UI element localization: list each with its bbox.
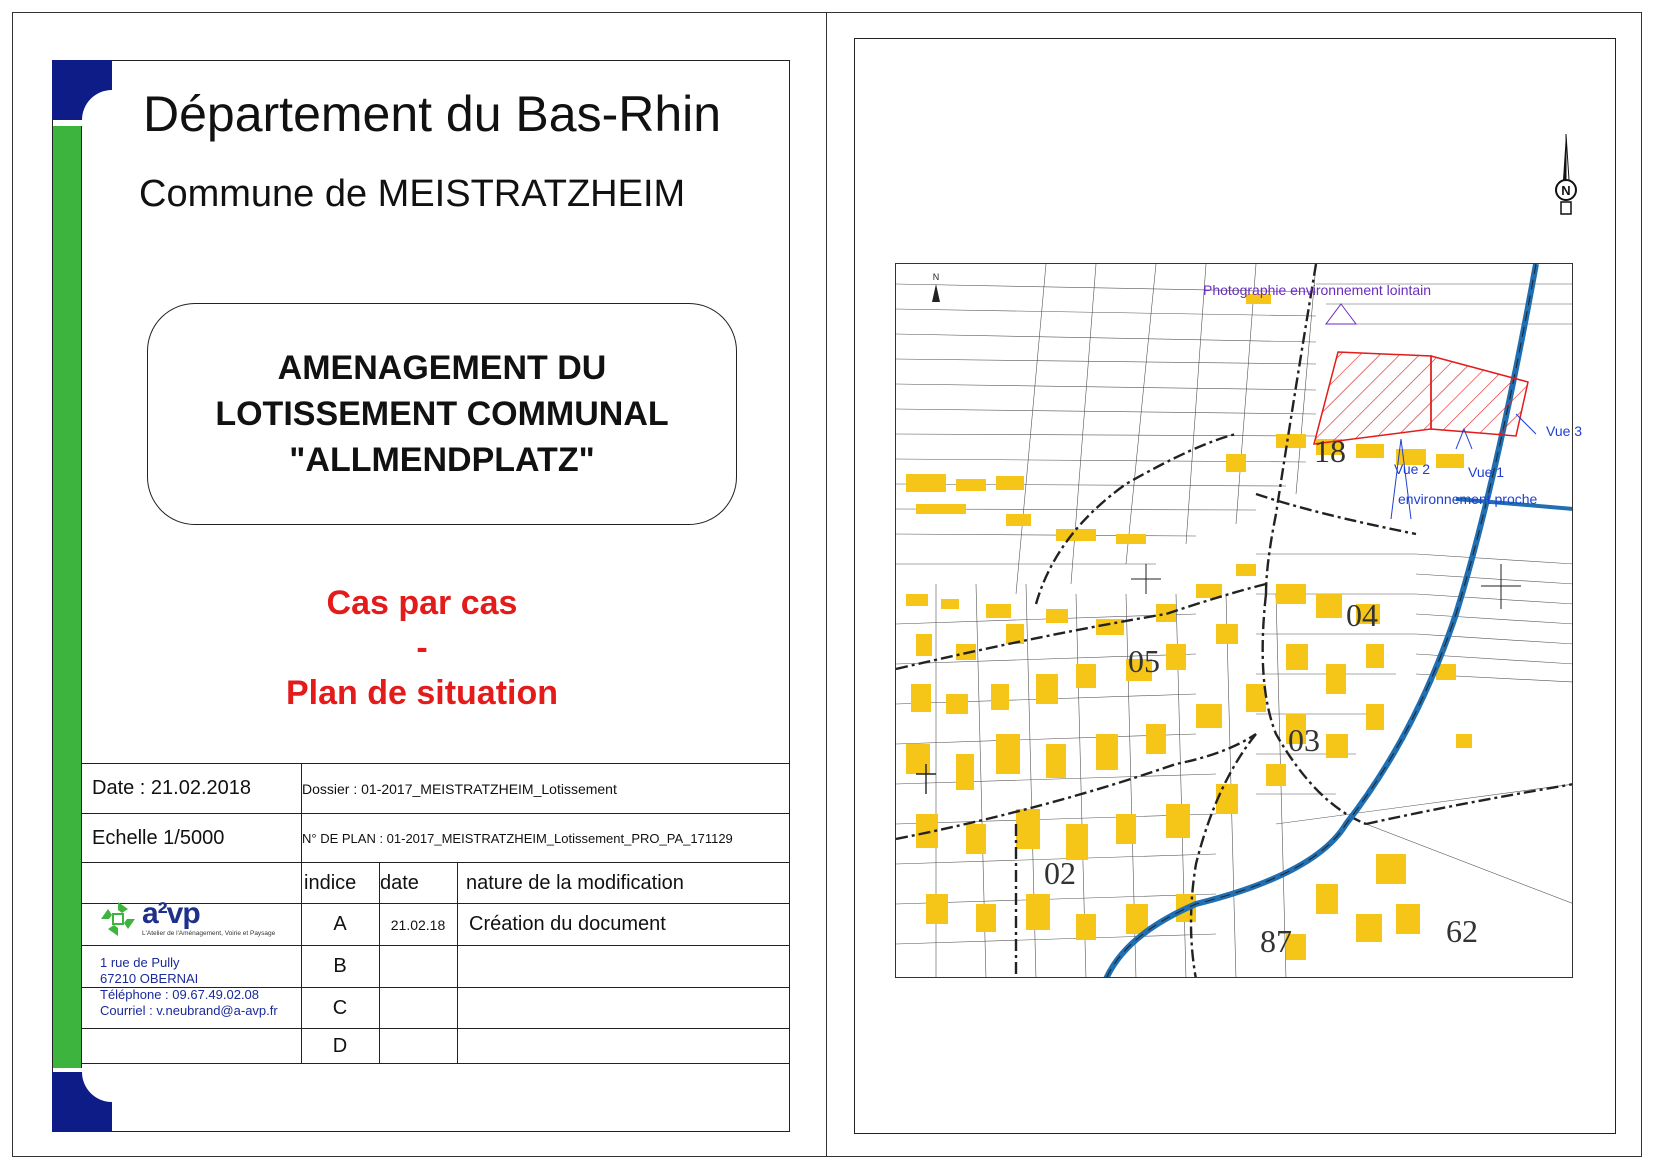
revision-index: B (333, 955, 347, 977)
annotation-view-3: Vue 3 (1546, 423, 1583, 439)
revision-nature: Création du document (469, 913, 666, 935)
subtitle-separator: - (416, 629, 428, 667)
revision-index: A (333, 913, 347, 935)
sheet-fold-line (826, 12, 827, 1157)
firm-address-1: 1 rue de Pully (100, 955, 180, 970)
table-row (82, 764, 790, 814)
firm-contact (100, 955, 278, 1019)
section-number: 02 (1044, 855, 1076, 891)
firm-brand: a²vp (142, 897, 200, 930)
revision-date: 21.02.18 (390, 916, 446, 933)
scale-label: Echelle 1/5000 (92, 826, 225, 849)
firm-tagline: L'Atelier de l'Aménagement, Voirie et Paysage (142, 930, 276, 937)
section-number: 04 (1346, 597, 1378, 633)
project-title-box (147, 303, 737, 525)
corner-ornament-bottom (52, 1072, 112, 1132)
revision-header-date: date (380, 871, 419, 894)
annotation-far-photo: Photographie environnement lointain (1203, 282, 1432, 298)
department-title: Département du Bas-Rhin (143, 86, 722, 142)
subtitle-line-3: Plan de situation (285, 674, 559, 712)
section-number: 03 (1288, 722, 1320, 758)
svg-text:N: N (932, 272, 940, 282)
firm-logo-icon (98, 899, 138, 939)
section-number: 62 (1446, 913, 1478, 949)
plan-number-label: N° DE PLAN : 01-2017_MEISTRATZHEIM_Lotissement_PRO_PA_171129 (302, 830, 733, 846)
north-arrow-icon (1548, 132, 1584, 223)
section-number: 05 (1128, 643, 1160, 679)
cadastral-map (895, 263, 1573, 978)
project-title-line-3: "ALLMENDPLATZ" (289, 441, 595, 479)
table-divider (301, 764, 302, 1064)
revision-index: D (332, 1034, 348, 1057)
title-block (52, 60, 790, 1132)
date-label: Date : 21.02.2018 (92, 777, 252, 799)
firm-email: Courriel : v.neubrand@a-avp.fr (100, 1003, 278, 1018)
map-north-icon (932, 272, 940, 302)
subtitle-line-1: Cas par cas (326, 584, 518, 622)
section-number: 87 (1260, 923, 1292, 959)
site-area-west (1314, 352, 1431, 444)
firm-logo (98, 897, 276, 947)
project-title-line-2: LOTISSEMENT COMMUNAL (215, 395, 669, 433)
project-title-line-1: AMENAGEMENT DU (277, 349, 607, 387)
section-number: 18 (1314, 433, 1346, 469)
table-divider (379, 863, 380, 1064)
corner-ornament-top (52, 60, 112, 120)
dossier-label: Dossier : 01-2017_MEISTRATZHEIM_Lotissement (302, 780, 617, 797)
north-label: N (1561, 183, 1571, 198)
annotation-view-2: Vue 2 (1394, 461, 1431, 477)
annotation-near-env: environnement proche (1398, 491, 1538, 507)
table-row (82, 1029, 790, 1064)
commune-title: Commune de MEISTRATZHEIM (139, 173, 686, 215)
revision-header-index: indice (304, 871, 357, 894)
annotation-view-1: Vue 1 (1468, 464, 1505, 480)
revision-index: C (332, 996, 348, 1019)
firm-phone: Téléphone : 09.67.49.02.08 (100, 987, 260, 1002)
table-divider (457, 863, 458, 1064)
revision-header-nature: nature de la modification (466, 871, 684, 894)
table-row (82, 814, 790, 863)
firm-address-2: 67210 OBERNAI (100, 971, 199, 986)
